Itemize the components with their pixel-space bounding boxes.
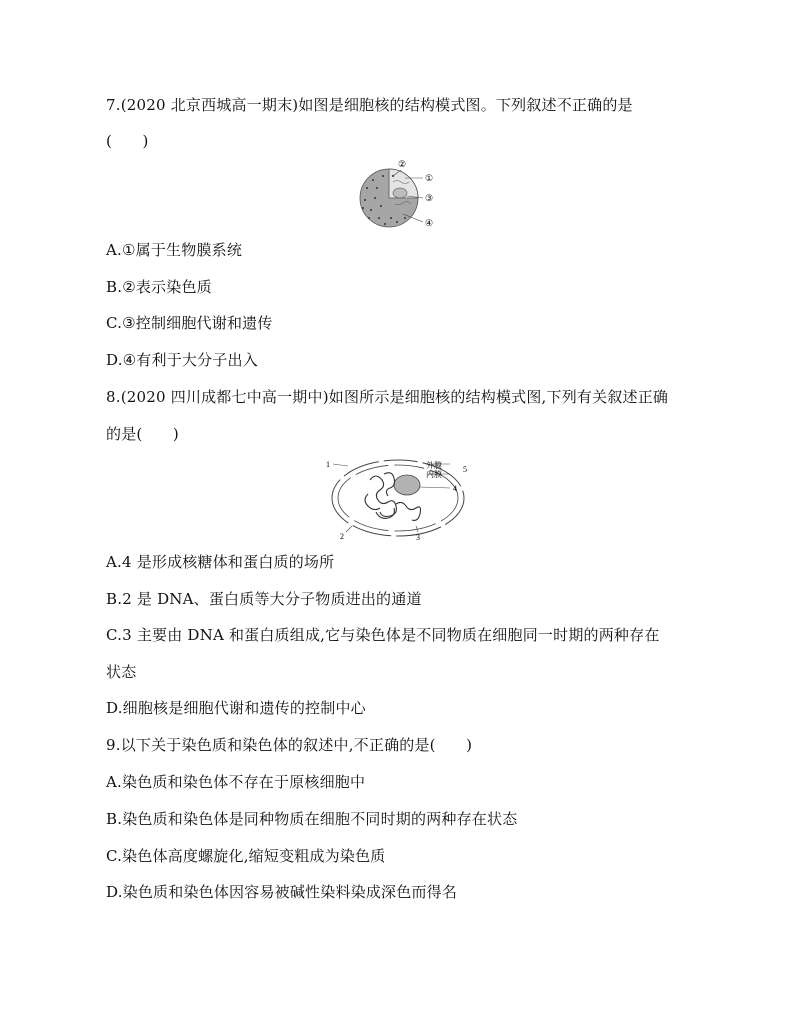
q8-label-outer-membrane: 外膜 <box>426 461 442 470</box>
q7-option-b: B.②表示染色质 <box>106 278 212 296</box>
q9-option-c: C.染色体高度螺旋化,缩短变粗成为染色质 <box>106 847 386 865</box>
q8-label-inner-membrane: 内膜 <box>426 470 442 479</box>
q7-answer-blank: ( ) <box>106 132 149 150</box>
q7-label-1: ① <box>425 173 434 183</box>
q7-option-d: D.④有利于大分子出入 <box>106 351 258 369</box>
q9-option-b: B.染色质和染色体是同种物质在细胞不同时期的两种存在状态 <box>106 810 518 828</box>
q9-stem: 9.以下关于染色质和染色体的叙述中,不正确的是( ) <box>106 736 473 754</box>
q8-label-1: 1 <box>326 460 330 469</box>
q7-label-3: ③ <box>425 193 434 203</box>
q8-option-d: D.细胞核是细胞代谢和遗传的控制中心 <box>106 699 366 717</box>
q7-label-2: ② <box>398 159 407 169</box>
q8-label-4: 4 <box>453 484 457 493</box>
q7-option-c: C.③控制细胞代谢和遗传 <box>106 314 273 332</box>
q8-stem-line1: 8.(2020 四川成都七中高一期中)如图所示是细胞核的结构模式图,下列有关叙述正确 <box>106 388 669 406</box>
q9-option-d: D.染色质和染色体因容易被碱性染料染成深色而得名 <box>106 883 458 901</box>
q8-option-b: B.2 是 DNA、蛋白质等大分子物质进出的通道 <box>106 590 422 608</box>
q9-option-a: A.染色质和染色体不存在于原核细胞中 <box>106 773 366 791</box>
q8-label-2: 2 <box>340 532 344 541</box>
q8-stem-line2: 的是( ) <box>106 425 179 443</box>
q8-label-3: 3 <box>416 533 420 542</box>
q8-nucleus-figure <box>318 454 478 542</box>
q8-option-a: A.4 是形成核糖体和蛋白质的场所 <box>106 553 335 571</box>
q7-option-a: A.①属于生物膜系统 <box>106 241 243 259</box>
q7-stem: 7.(2020 北京西城高一期末)如图是细胞核的结构模式图。下列叙述不正确的是 <box>106 96 633 114</box>
q8-option-c-line1: C.3 主要由 DNA 和蛋白质组成,它与染色体是不同物质在细胞同一时期的两种存在 <box>106 626 660 644</box>
q7-label-4: ④ <box>425 218 434 228</box>
q7-nucleus-figure <box>355 158 445 232</box>
q8-label-5: 5 <box>463 465 467 474</box>
q8-option-c-line2: 状态 <box>106 663 137 681</box>
